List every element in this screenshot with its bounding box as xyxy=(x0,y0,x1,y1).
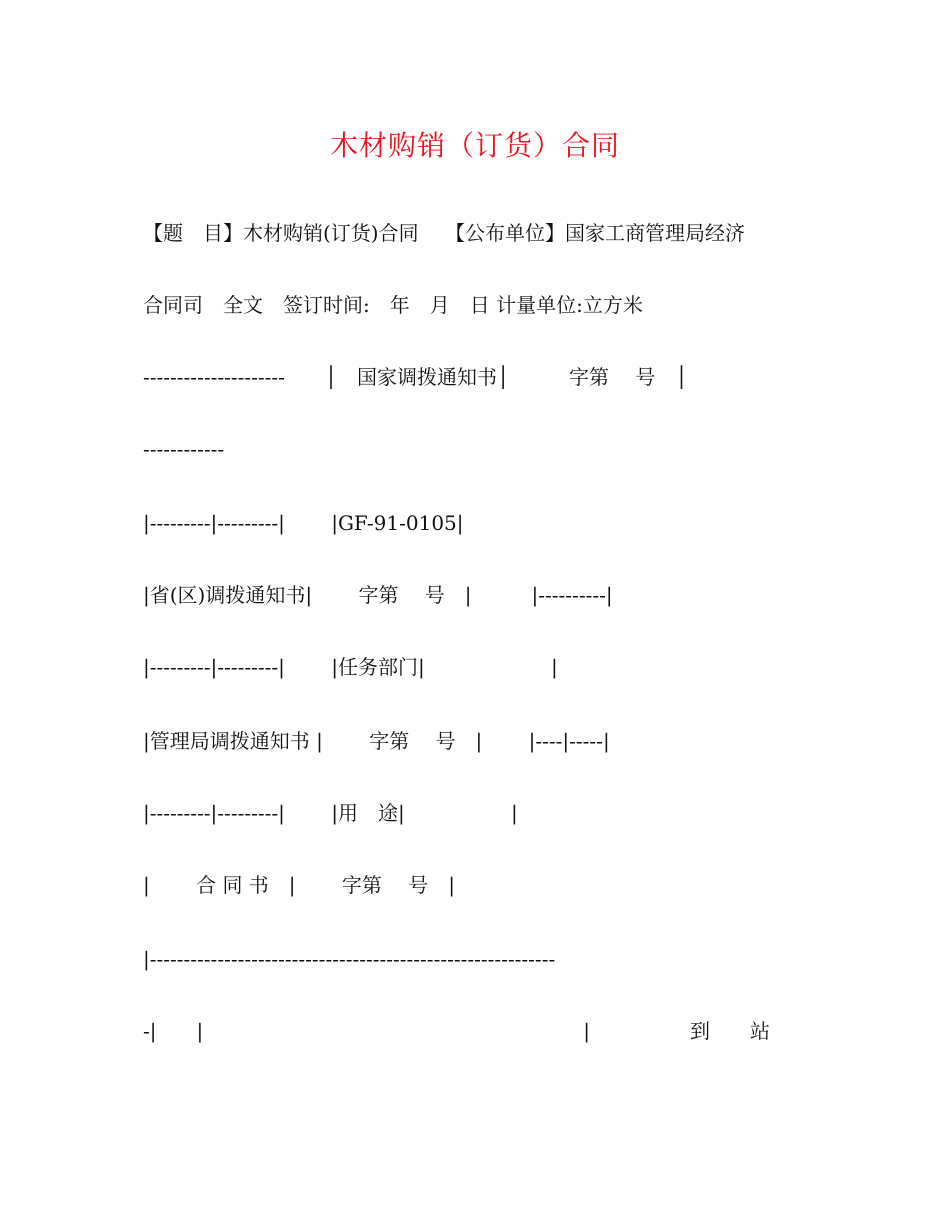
form-line-6: |省(区)调拨通知书| 字第 号 | |----------| xyxy=(143,583,613,607)
form-line-12: -| | | 到 站 xyxy=(143,1019,770,1043)
form-line-7: |---------|---------| |任务部门| | xyxy=(143,655,558,679)
form-line-11: |------------------------------------------------------------ xyxy=(143,947,556,971)
document-title: 木材购销（订货）合同 xyxy=(329,129,620,162)
form-line-9: |---------|---------| |用 途| | xyxy=(143,801,518,825)
form-line-4: ------------ xyxy=(143,437,225,461)
header-line-1: 【题 目】木材购销(订货)合同 【公布单位】国家工商管理局经济 xyxy=(143,221,745,245)
form-line-5: |---------|---------| |GF-91-0105| xyxy=(143,511,464,535)
form-line-8: |管理局调拨通知书 | 字第 号 | |----|-----| xyxy=(143,729,610,753)
header-line-2: 合同司 全文 签订时间: 年 月 日 计量单位:立方米 xyxy=(143,293,643,317)
form-line-10: | 合 同 书 | 字第 号 | xyxy=(143,873,456,897)
form-line-3: --------------------- │ 国家调拨通知书│ 字第 号 │ xyxy=(143,365,688,389)
